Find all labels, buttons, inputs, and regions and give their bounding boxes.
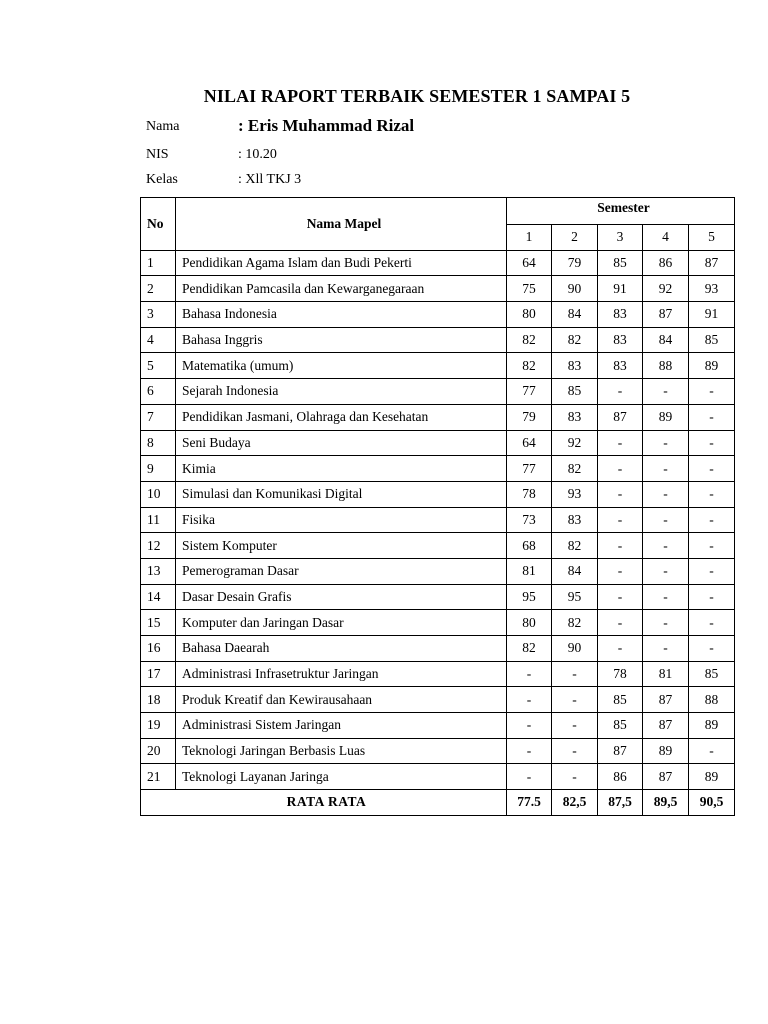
grade-cell: - bbox=[643, 610, 689, 636]
average-label: RATA RATA bbox=[141, 790, 507, 816]
grade-cell: 85 bbox=[598, 713, 643, 739]
row-number: 18 bbox=[141, 687, 176, 713]
grade-cell: - bbox=[552, 687, 598, 713]
grade-cell: - bbox=[598, 636, 643, 662]
grade-cell: 88 bbox=[643, 353, 689, 379]
semester-number: 1 bbox=[507, 225, 552, 251]
grade-cell: - bbox=[643, 481, 689, 507]
grade-cell: 85 bbox=[552, 379, 598, 405]
grade-cell: 86 bbox=[598, 764, 643, 790]
grade-cell: 87 bbox=[598, 738, 643, 764]
table-row bbox=[141, 507, 735, 533]
grade-cell: 89 bbox=[689, 764, 735, 790]
grade-cell: - bbox=[643, 558, 689, 584]
grade-cell: 87 bbox=[643, 713, 689, 739]
subject-name: Bahasa Daearah bbox=[176, 636, 507, 662]
grade-cell: 87 bbox=[643, 302, 689, 328]
grade-cell: 89 bbox=[643, 404, 689, 430]
grade-cell: - bbox=[689, 738, 735, 764]
table-row bbox=[141, 713, 735, 739]
grade-cell: - bbox=[598, 507, 643, 533]
grade-cell: 84 bbox=[643, 327, 689, 353]
subject-name: Kimia bbox=[176, 456, 507, 482]
row-number: 11 bbox=[141, 507, 176, 533]
grade-cell: 78 bbox=[598, 661, 643, 687]
semester-number: 5 bbox=[689, 225, 735, 251]
grade-cell: - bbox=[507, 661, 552, 687]
row-number: 1 bbox=[141, 250, 176, 276]
grade-cell: 90 bbox=[552, 276, 598, 302]
grade-cell: - bbox=[598, 558, 643, 584]
grade-cell: 84 bbox=[552, 558, 598, 584]
grade-cell: - bbox=[598, 430, 643, 456]
grade-cell: - bbox=[598, 481, 643, 507]
grade-cell: - bbox=[689, 636, 735, 662]
info-label-kelas: Kelas bbox=[146, 172, 178, 187]
grade-cell: 93 bbox=[552, 481, 598, 507]
grade-cell: 82 bbox=[507, 327, 552, 353]
row-number: 13 bbox=[141, 558, 176, 584]
subject-name: Sistem Komputer bbox=[176, 533, 507, 559]
grade-cell: 84 bbox=[552, 302, 598, 328]
grade-cell: - bbox=[689, 456, 735, 482]
average-value: 90,5 bbox=[689, 790, 735, 816]
row-number: 2 bbox=[141, 276, 176, 302]
grade-cell: - bbox=[643, 456, 689, 482]
subject-name: Bahasa Inggris bbox=[176, 327, 507, 353]
grade-cell: - bbox=[689, 379, 735, 405]
grade-cell: 95 bbox=[507, 584, 552, 610]
grade-cell: - bbox=[507, 764, 552, 790]
grade-cell: 64 bbox=[507, 430, 552, 456]
subject-name: Fisika bbox=[176, 507, 507, 533]
grade-cell: - bbox=[689, 404, 735, 430]
table-row bbox=[141, 404, 735, 430]
average-row bbox=[141, 790, 735, 816]
header-row bbox=[141, 198, 735, 225]
subject-name: Sejarah Indonesia bbox=[176, 379, 507, 405]
grade-cell: 91 bbox=[598, 276, 643, 302]
subject-name: Administrasi Infrasetruktur Jaringan bbox=[176, 661, 507, 687]
semester-number: 3 bbox=[598, 225, 643, 251]
header-no: No bbox=[141, 198, 176, 251]
row-number: 7 bbox=[141, 404, 176, 430]
grade-cell: 87 bbox=[643, 764, 689, 790]
grade-cell: 83 bbox=[552, 507, 598, 533]
grade-cell: - bbox=[507, 738, 552, 764]
grade-cell: 77 bbox=[507, 379, 552, 405]
info-value-nis: : 10.20 bbox=[238, 147, 277, 162]
subject-name: Administrasi Sistem Jaringan bbox=[176, 713, 507, 739]
grade-cell: - bbox=[598, 533, 643, 559]
subject-name: Pendidikan Agama Islam dan Budi Pekerti bbox=[176, 250, 507, 276]
grade-cell: - bbox=[552, 661, 598, 687]
grade-cell: 82 bbox=[552, 327, 598, 353]
table-row bbox=[141, 302, 735, 328]
table-row bbox=[141, 610, 735, 636]
grade-cell: 90 bbox=[552, 636, 598, 662]
grade-cell: - bbox=[643, 507, 689, 533]
grade-cell: - bbox=[689, 558, 735, 584]
subject-name: Komputer dan Jaringan Dasar bbox=[176, 610, 507, 636]
grade-cell: - bbox=[689, 481, 735, 507]
grade-cell: 82 bbox=[552, 456, 598, 482]
grade-cell: - bbox=[552, 738, 598, 764]
grade-cell: - bbox=[643, 584, 689, 610]
grade-cell: - bbox=[598, 584, 643, 610]
row-number: 15 bbox=[141, 610, 176, 636]
table-row bbox=[141, 250, 735, 276]
row-number: 20 bbox=[141, 738, 176, 764]
row-number: 8 bbox=[141, 430, 176, 456]
table-row bbox=[141, 276, 735, 302]
grade-cell: 78 bbox=[507, 481, 552, 507]
grade-cell: - bbox=[643, 533, 689, 559]
table-row bbox=[141, 764, 735, 790]
subject-name: Pendidikan Pamcasila dan Kewarganegaraan bbox=[176, 276, 507, 302]
grade-cell: 80 bbox=[507, 302, 552, 328]
semester-number: 2 bbox=[552, 225, 598, 251]
grade-cell: 85 bbox=[598, 687, 643, 713]
grades-body bbox=[141, 250, 735, 789]
grade-cell: 85 bbox=[598, 250, 643, 276]
grade-cell: 82 bbox=[552, 533, 598, 559]
grade-cell: 83 bbox=[552, 353, 598, 379]
grade-cell: - bbox=[689, 430, 735, 456]
subject-name: Teknologi Jaringan Berbasis Luas bbox=[176, 738, 507, 764]
info-value-nama: : Eris Muhammad Rizal bbox=[238, 116, 415, 135]
grade-cell: - bbox=[507, 713, 552, 739]
grade-cell: 75 bbox=[507, 276, 552, 302]
grade-cell: - bbox=[552, 713, 598, 739]
table-row bbox=[141, 430, 735, 456]
row-number: 19 bbox=[141, 713, 176, 739]
grade-cell: 91 bbox=[689, 302, 735, 328]
grade-cell: - bbox=[689, 507, 735, 533]
row-number: 17 bbox=[141, 661, 176, 687]
grade-cell: - bbox=[689, 584, 735, 610]
grade-cell: - bbox=[552, 764, 598, 790]
subject-name: Produk Kreatif dan Kewirausahaan bbox=[176, 687, 507, 713]
row-number: 4 bbox=[141, 327, 176, 353]
grade-cell: 82 bbox=[507, 353, 552, 379]
grade-cell: - bbox=[643, 430, 689, 456]
grade-cell: 83 bbox=[552, 404, 598, 430]
grade-cell: 92 bbox=[643, 276, 689, 302]
grade-cell: - bbox=[598, 610, 643, 636]
grade-cell: 79 bbox=[507, 404, 552, 430]
table-row bbox=[141, 558, 735, 584]
semester-number: 4 bbox=[643, 225, 689, 251]
document-title: NILAI RAPORT TERBAIK SEMESTER 1 SAMPAI 5 bbox=[203, 86, 631, 106]
grade-cell: - bbox=[689, 533, 735, 559]
grade-cell: 86 bbox=[643, 250, 689, 276]
grade-cell: 68 bbox=[507, 533, 552, 559]
subject-name: Pendidikan Jasmani, Olahraga dan Kesehatan bbox=[176, 404, 507, 430]
grade-cell: 77 bbox=[507, 456, 552, 482]
info-label-nis: NIS bbox=[146, 147, 169, 162]
grade-cell: 89 bbox=[643, 738, 689, 764]
subject-name: Pemerograman Dasar bbox=[176, 558, 507, 584]
grade-cell: 88 bbox=[689, 687, 735, 713]
grade-cell: 87 bbox=[643, 687, 689, 713]
grade-cell: 89 bbox=[689, 353, 735, 379]
grade-cell: - bbox=[689, 610, 735, 636]
grade-cell: 80 bbox=[507, 610, 552, 636]
row-number: 3 bbox=[141, 302, 176, 328]
grade-cell: - bbox=[643, 379, 689, 405]
grade-cell: 87 bbox=[689, 250, 735, 276]
row-number: 12 bbox=[141, 533, 176, 559]
subject-name: Seni Budaya bbox=[176, 430, 507, 456]
row-number: 14 bbox=[141, 584, 176, 610]
row-number: 9 bbox=[141, 456, 176, 482]
grade-cell: 82 bbox=[507, 636, 552, 662]
grade-cell: 81 bbox=[507, 558, 552, 584]
grade-cell: - bbox=[598, 456, 643, 482]
grade-cell: 93 bbox=[689, 276, 735, 302]
grade-cell: 87 bbox=[598, 404, 643, 430]
grades-table bbox=[140, 197, 735, 816]
grade-cell: 81 bbox=[643, 661, 689, 687]
grade-cell: 83 bbox=[598, 353, 643, 379]
subject-name: Bahasa Indonesia bbox=[176, 302, 507, 328]
info-value-kelas: : Xll TKJ 3 bbox=[238, 172, 302, 187]
grade-cell: 82 bbox=[552, 610, 598, 636]
grade-cell: 95 bbox=[552, 584, 598, 610]
average-value: 89,5 bbox=[643, 790, 689, 816]
average-value: 77.5 bbox=[507, 790, 552, 816]
table-row bbox=[141, 327, 735, 353]
grade-cell: 85 bbox=[689, 327, 735, 353]
table-row bbox=[141, 533, 735, 559]
subject-name: Simulasi dan Komunikasi Digital bbox=[176, 481, 507, 507]
grade-cell: 73 bbox=[507, 507, 552, 533]
table-row bbox=[141, 353, 735, 379]
info-label-nama: Nama bbox=[146, 119, 180, 134]
grade-cell: - bbox=[643, 636, 689, 662]
table-row bbox=[141, 379, 735, 405]
table-row bbox=[141, 481, 735, 507]
header-nama-mapel: Nama Mapel bbox=[176, 198, 507, 251]
grade-cell: 79 bbox=[552, 250, 598, 276]
header-semester: Semester bbox=[507, 198, 735, 225]
table-row bbox=[141, 661, 735, 687]
row-number: 6 bbox=[141, 379, 176, 405]
average-value: 82,5 bbox=[552, 790, 598, 816]
grade-cell: 83 bbox=[598, 302, 643, 328]
subject-name: Dasar Desain Grafis bbox=[176, 584, 507, 610]
subject-name: Matematika (umum) bbox=[176, 353, 507, 379]
table-row bbox=[141, 456, 735, 482]
row-number: 10 bbox=[141, 481, 176, 507]
grade-cell: - bbox=[507, 687, 552, 713]
table-row bbox=[141, 584, 735, 610]
grade-cell: 83 bbox=[598, 327, 643, 353]
grade-cell: 89 bbox=[689, 713, 735, 739]
grade-cell: 64 bbox=[507, 250, 552, 276]
subject-name: Teknologi Layanan Jaringa bbox=[176, 764, 507, 790]
row-number: 16 bbox=[141, 636, 176, 662]
grade-cell: 85 bbox=[689, 661, 735, 687]
table-row bbox=[141, 636, 735, 662]
table-row bbox=[141, 738, 735, 764]
grade-cell: - bbox=[598, 379, 643, 405]
grade-cell: 92 bbox=[552, 430, 598, 456]
average-value: 87,5 bbox=[598, 790, 643, 816]
row-number: 5 bbox=[141, 353, 176, 379]
row-number: 21 bbox=[141, 764, 176, 790]
table-row bbox=[141, 687, 735, 713]
